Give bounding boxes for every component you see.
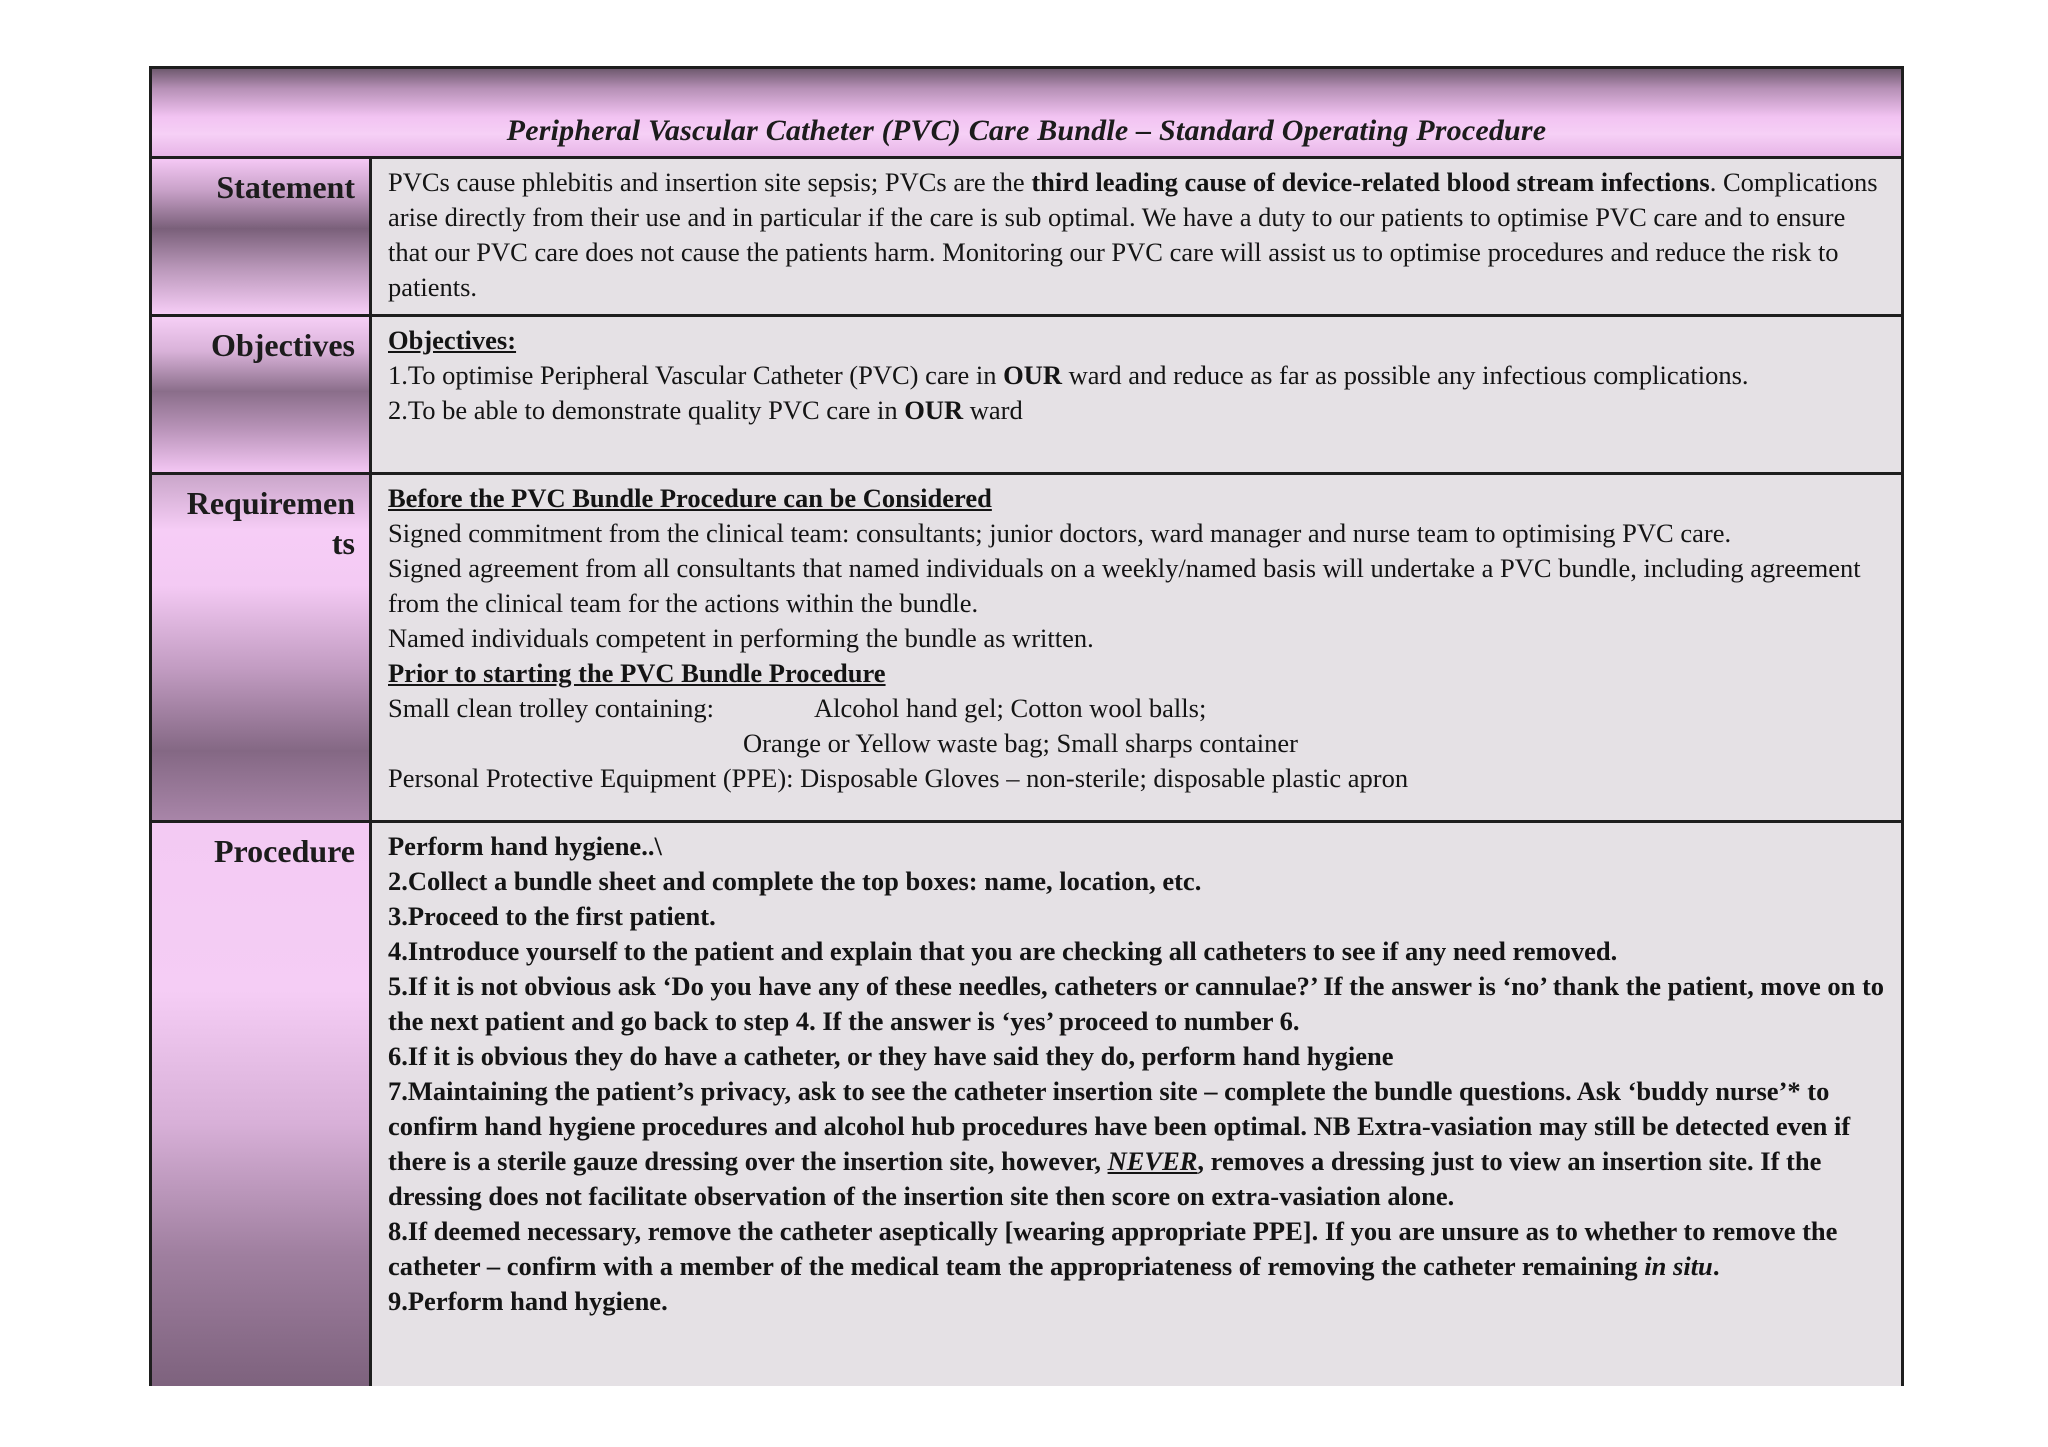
- procedure-step: [388, 1214, 1885, 1284]
- objective-emphasis: OUR: [904, 395, 964, 425]
- objective-text: ward: [963, 395, 1023, 425]
- procedure-step: 5.If it is not obvious ask ‘Do you have any of these needles, catheters or cannulae?’ If the answer is ‘no’ thank the patient, move on to the next patient and go back to step 4. If the answer is ‘yes’ proceed to number 6.: [388, 971, 1885, 1036]
- procedure-step: 9.Perform hand hygiene.: [388, 1286, 668, 1316]
- requirements-content: [372, 475, 1901, 820]
- statement-text-part: . Complications arise directly from their use and in particular if the care is sub optimal. We have a duty to our patients to optimise PVC care and to ensure that our PVC care does not cause the patients harm. Monitoring our PVC care will assist us to optimise procedures and reduce the risk to patients.: [388, 167, 1878, 302]
- procedure-step-text: .: [1712, 1251, 1720, 1281]
- objective-item: [388, 393, 1885, 428]
- statement-text-bold: third leading cause of device-related blood stream infections: [1031, 167, 1710, 197]
- title-bar: [152, 69, 1901, 159]
- objectives-label: Objectives: [152, 317, 372, 472]
- statement-row: [152, 159, 1901, 317]
- procedure-step: 2.Collect a bundle sheet and complete the top boxes: name, location, etc.: [388, 866, 1202, 896]
- statement-label: Statement: [152, 159, 372, 314]
- procedure-step: [388, 1074, 1885, 1214]
- procedure-label: Procedure: [152, 823, 372, 1386]
- objective-item: [388, 358, 1885, 393]
- trolley-line: [388, 691, 1885, 726]
- sop-document: [149, 66, 1904, 1386]
- requirements-row: [152, 475, 1901, 823]
- procedure-content: [372, 823, 1901, 1386]
- objective-text: ward and reduce as far as possible any infectious complications.: [1061, 360, 1749, 390]
- procedure-step: 6.If it is obvious they do have a catheter, or they have said they do, perform hand hygiene: [388, 1041, 1394, 1071]
- objectives-content: [372, 317, 1901, 472]
- procedure-step-italic: in situ: [1644, 1251, 1713, 1281]
- requirement-line: Signed commitment from the clinical team: consultants; junior doctors, ward manager and nurse team to optimising PVC care.: [388, 518, 1732, 548]
- objectives-row: [152, 317, 1901, 475]
- requirement-line: Signed agreement from all consultants that named individuals on a weekly/named basis will undertake a PVC bundle, including agreement from the clinical team for the actions within the bundle.: [388, 553, 1861, 618]
- statement-text: [388, 165, 1885, 305]
- requirements-heading-prior: Prior to starting the PVC Bundle Procedure: [388, 658, 886, 688]
- requirements-label: Requiremen ts: [152, 475, 372, 820]
- procedure-step: 4.Introduce yourself to the patient and explain that you are checking all catheters to see if any need removed.: [388, 936, 1618, 966]
- procedure-step-text: 7.Maintaining the patient’s privacy, ask to see the catheter insertion site – complete the bundle questions. Ask ‘buddy nurse’* to confirm hand hygiene procedures and alcohol hub procedures have been optimal. NB Extra-vasiation may still be detected even if there is a sterile gauze dressing over the insertion site, however,: [388, 1076, 1851, 1176]
- procedure-step-text: 8.If deemed necessary, remove the catheter aseptically [wearing appropriate PPE]. If you are unsure as to whether to remove the catheter – confirm with a member of the medical team the appropriateness of removing the catheter remaining: [388, 1216, 1838, 1281]
- document-title: Peripheral Vascular Catheter (PVC) Care Bundle – Standard Operating Procedure: [506, 114, 1547, 147]
- procedure-step-text: , removes a dressing just to view an insertion site. If the dressing does not facilitate observation of the insertion site then score on extra-vasiation alone.: [388, 1146, 1822, 1211]
- requirements-heading-before: Before the PVC Bundle Procedure can be Considered: [388, 483, 992, 513]
- procedure-step-emphasis: NEVER: [1107, 1146, 1198, 1176]
- objective-text: 1.To optimise Peripheral Vascular Catheter (PVC) care in: [388, 360, 1004, 390]
- trolley-items-line2: Orange or Yellow waste bag; Small sharps container: [743, 728, 1298, 758]
- objectives-heading: Objectives:: [388, 325, 517, 355]
- trolley-items: Alcohol hand gel; Cotton wool balls;: [814, 693, 1207, 723]
- ppe-line: Personal Protective Equipment (PPE): Disposable Gloves – non-sterile; disposable plastic apron: [388, 763, 1409, 793]
- trolley-label: Small clean trolley containing:: [388, 693, 715, 723]
- procedure-step: Perform hand hygiene..\: [388, 831, 662, 861]
- procedure-row: [152, 823, 1901, 1386]
- objective-text: 2.To be able to demonstrate quality PVC care in: [388, 395, 905, 425]
- procedure-step: 3.Proceed to the first patient.: [388, 901, 716, 931]
- statement-content: [372, 159, 1901, 314]
- statement-text-part: PVCs cause phlebitis and insertion site sepsis; PVCs are the: [388, 167, 1032, 197]
- requirement-line: Named individuals competent in performing the bundle as written.: [388, 623, 1094, 653]
- objective-emphasis: OUR: [1003, 360, 1062, 390]
